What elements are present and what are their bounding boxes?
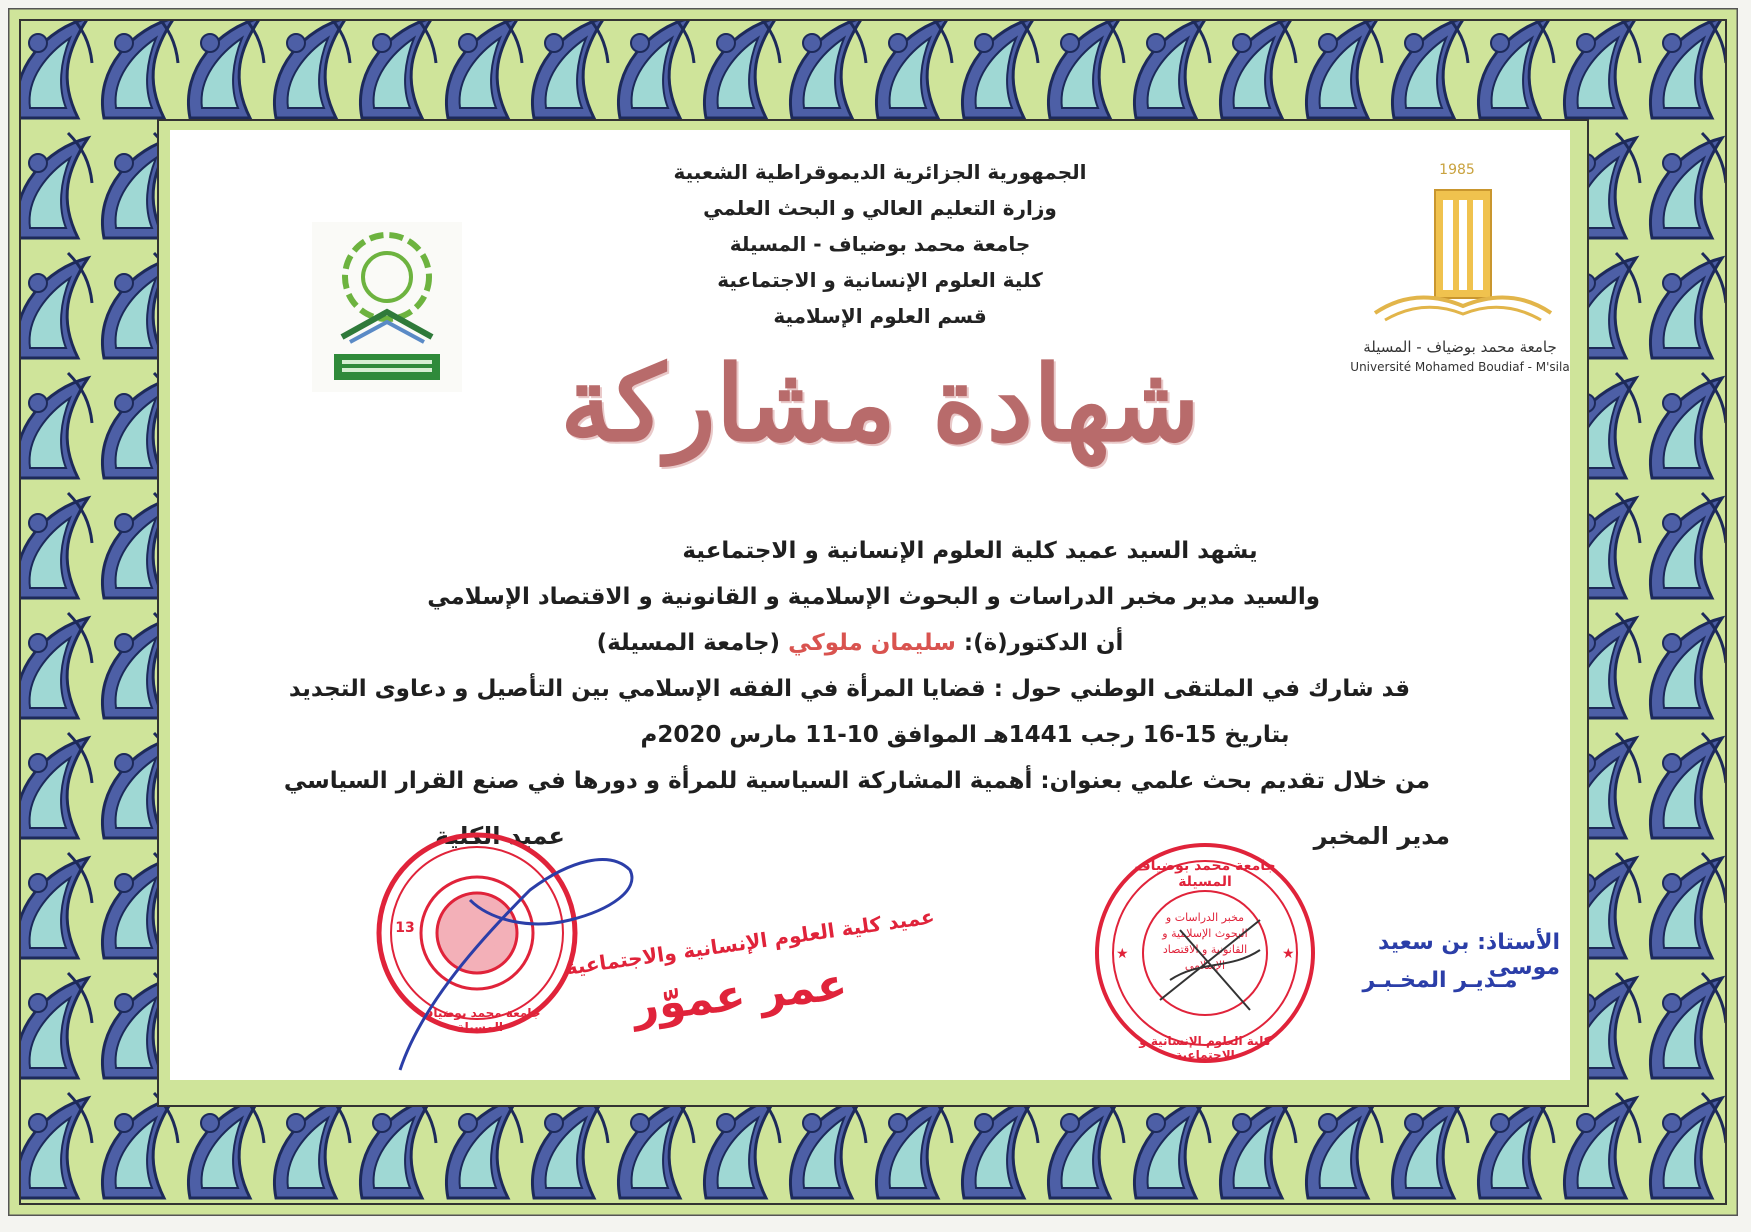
lab-signature [1150, 900, 1280, 1030]
certificate-title: شهادة مشاركة [560, 342, 1200, 465]
header-ministry: وزارة التعليم العالي و البحث العلمي [703, 196, 1057, 220]
header-university: جامعة محمد بوضياف - المسيلة [729, 232, 1031, 256]
logo-year: 1985 [1439, 162, 1475, 178]
body-line-3 [420, 630, 1300, 656]
logo-name-fr: Université Mohamed Boudiaf - M'sila [1350, 360, 1570, 374]
dean-name: عمر عموّر [630, 958, 850, 1033]
university-logo [1345, 162, 1575, 392]
book-tree-icon [312, 222, 462, 392]
lab-seal-inner: مخبر الدراسات و البحوث الإسلامية و القانونية و الاقتصاد الإسلامي [1162, 911, 1248, 972]
svg-text:★: ★ [1282, 946, 1295, 962]
logo-name-ar: جامعة محمد بوضياف - المسيلة [1363, 338, 1557, 356]
body-line-6: من خلال تقديم بحث علمي بعنوان: أهمية المشاركة السياسية للمرأة و دورها في صنع القرار السياسي [283, 768, 1430, 794]
body-line-1: يشهد السيد عميد كلية العلوم الإنسانية و الاجتماعية [682, 538, 1258, 564]
body-line-5: بتاريخ 15-16 رجب 1441هـ الموافق 10-11 مارس 2020م [640, 722, 1290, 748]
participant-affiliation: (جامعة المسيلة) [596, 630, 789, 656]
lab-seal-bottom: كلية العلوم الإنسانية و الاجتماعية [1139, 1034, 1271, 1062]
lab-seal-text: جامعة محمد بوضياف المسيلة [1134, 858, 1276, 890]
header-department: قسم العلوم الإسلامية [773, 304, 987, 328]
university-tower-icon [1345, 178, 1575, 328]
dean-signature [380, 830, 700, 1080]
dean-seal-text: جامعة محمد بوضياف المسيلة [419, 1006, 541, 1034]
dean-seal-number: 13 [395, 920, 415, 936]
svg-text:★: ★ [1116, 946, 1129, 962]
body-line-4: قد شارك في الملتقى الوطني حول : قضايا المرأة في الفقه الإسلامي بين التأصيل و دعاوى التجديد [288, 676, 1410, 702]
lab-director-label: مدير المخبر [1313, 822, 1450, 850]
department-logo [312, 222, 462, 392]
header-country: الجمهورية الجزائرية الديموقراطية الشعبية [673, 160, 1087, 184]
participant-prefix: أن الدكتور(ة): [955, 630, 1124, 656]
professor-name: الأستاذ: بن سعيد موسى [1377, 930, 1560, 980]
dean-stamp-title: عميد كلية العلوم الإنسانية والاجتماعية [563, 904, 936, 980]
header-faculty: كلية العلوم الإنسانية و الاجتماعية [717, 268, 1043, 292]
participant-name: سليمان ملوكي [788, 630, 956, 656]
dean-label: عميد الكلية [435, 822, 565, 850]
body-line-2: والسيد مدير مخبر الدراسات و البحوث الإسلامية و القانونية و الاقتصاد الإسلامي [427, 584, 1320, 610]
professor-title: مـديـر المخـبـر [1362, 968, 1518, 993]
